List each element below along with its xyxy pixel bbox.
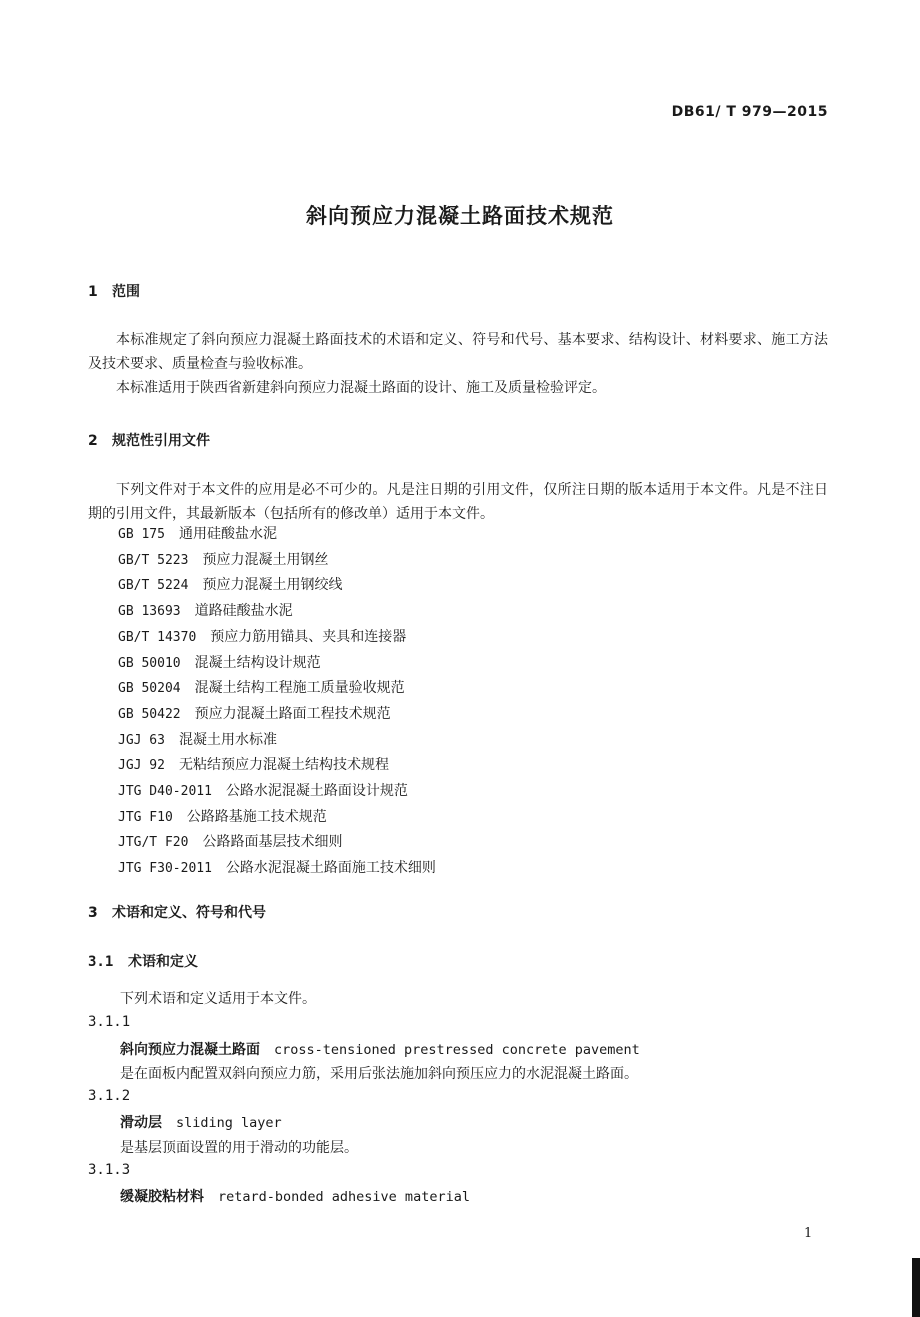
reference-title: 公路路面基层技术细则 [202, 834, 343, 851]
reference-title: 混凝土用水标准 [178, 731, 277, 748]
term-number: 3.1.3 [88, 1162, 131, 1178]
reference-code: GB 50204 [118, 681, 181, 697]
section-title: 术语和定义、符号和代号 [112, 905, 266, 921]
list-item [118, 676, 436, 702]
list-item [118, 728, 436, 754]
reference-code: JTG/T F20 [118, 835, 189, 851]
section-heading-terms [88, 902, 266, 922]
reference-title: 无粘结预应力混凝土结构技术规程 [178, 757, 389, 774]
section-heading-scope [88, 281, 140, 301]
reference-code: GB 50422 [118, 706, 181, 722]
subsection-title: 术语和定义 [128, 954, 198, 970]
section-heading-normative-references [88, 430, 210, 450]
reference-code: GB/T 5224 [118, 578, 189, 594]
reference-title: 预应力混凝土用钢绞线 [202, 577, 343, 594]
scope-paragraphs [88, 328, 828, 400]
list-item [118, 573, 436, 599]
section-number: 2 [88, 433, 98, 449]
list-item [118, 830, 436, 856]
term-number: 3.1.2 [88, 1088, 131, 1104]
reference-title: 混凝土结构工程施工质量验收规范 [194, 680, 405, 697]
reference-code: GB 50010 [118, 655, 181, 671]
list-item [118, 753, 436, 779]
list-item [118, 651, 436, 677]
scope-paragraph-2: 本标准适用于陕西省新建斜向预应力混凝土路面的设计、施工及质量检验评定。 [116, 380, 606, 396]
list-item [118, 548, 436, 574]
reference-title: 公路路基施工技术规范 [186, 808, 327, 825]
section-number: 3 [88, 905, 98, 921]
standard-code: DB61/ T 979—2015 [671, 104, 828, 120]
reference-title: 公路水泥混凝土路面设计规范 [225, 783, 408, 800]
reference-title: 预应力筋用锚具、夹具和连接器 [210, 628, 407, 645]
term-definition: 是在面板内配置双斜向预应力筋，采用后张法施加斜向预压应力的水泥混凝土路面。 [120, 1066, 638, 1082]
reference-code: JTG D40-2011 [118, 784, 212, 800]
reference-code: GB 13693 [118, 604, 181, 620]
reference-code: JGJ 63 [118, 732, 165, 748]
page-number: 1 [804, 1226, 813, 1241]
list-item [118, 599, 436, 625]
reference-code: JTG F30-2011 [118, 861, 212, 877]
reference-title: 混凝土结构设计规范 [194, 654, 321, 671]
term-zh: 缓凝胶粘材料 [120, 1189, 204, 1205]
reference-title: 道路硅酸盐水泥 [194, 603, 293, 620]
references-intro-text: 下列文件对于本文件的应用是必不可少的。凡是注日期的引用文件，仅所注日期的版本适用于本文件。凡是不注日期的引用文件，其最新版本（包括所有的修改单）适用于本文件。 [88, 482, 828, 522]
list-item [118, 625, 436, 651]
subsection-number: 3.1 [88, 954, 114, 970]
references-intro [88, 478, 828, 526]
term-name [120, 1186, 470, 1206]
section-number: 1 [88, 284, 98, 300]
term-en: sliding layer [176, 1115, 282, 1131]
term-en: cross-tensioned prestressed concrete pavement [274, 1042, 640, 1058]
term-name [120, 1112, 282, 1132]
reference-code: GB 175 [118, 527, 165, 542]
term-number: 3.1.1 [88, 1014, 131, 1030]
scan-edge-bar [912, 1258, 920, 1317]
terms-intro: 下列术语和定义适用于本文件。 [120, 991, 316, 1007]
list-item [118, 779, 436, 805]
reference-code: GB/T 14370 [118, 629, 197, 645]
subsection-heading-terms-definitions [88, 951, 198, 971]
list-item [118, 702, 436, 728]
term-zh: 斜向预应力混凝土路面 [120, 1042, 260, 1058]
term-definition: 是基层顶面设置的用于滑动的功能层。 [120, 1140, 358, 1156]
reference-code: JTG F10 [118, 809, 173, 825]
list-item [118, 805, 436, 831]
list-item [118, 856, 436, 882]
term-zh: 滑动层 [120, 1115, 162, 1131]
section-title: 规范性引用文件 [112, 433, 210, 449]
reference-list [118, 522, 436, 882]
reference-code: JGJ 92 [118, 758, 165, 774]
reference-title: 预应力混凝土用钢丝 [202, 551, 329, 568]
document-title: 斜向预应力混凝土路面技术规范 [306, 204, 614, 228]
list-item [118, 522, 436, 548]
reference-title: 预应力混凝土路面工程技术规范 [194, 705, 391, 722]
reference-title: 公路水泥混凝土路面施工技术细则 [225, 860, 436, 877]
term-en: retard-bonded adhesive material [218, 1189, 470, 1205]
reference-title: 通用硅酸盐水泥 [178, 526, 277, 542]
scope-paragraph-1: 本标准规定了斜向预应力混凝土路面技术的术语和定义、符号和代号、基本要求、结构设计、材料要求、施工方法及技术要求、质量检查与验收标准。 [88, 332, 828, 372]
term-name [120, 1039, 640, 1059]
section-title: 范围 [112, 284, 140, 300]
reference-code: GB/T 5223 [118, 552, 189, 568]
